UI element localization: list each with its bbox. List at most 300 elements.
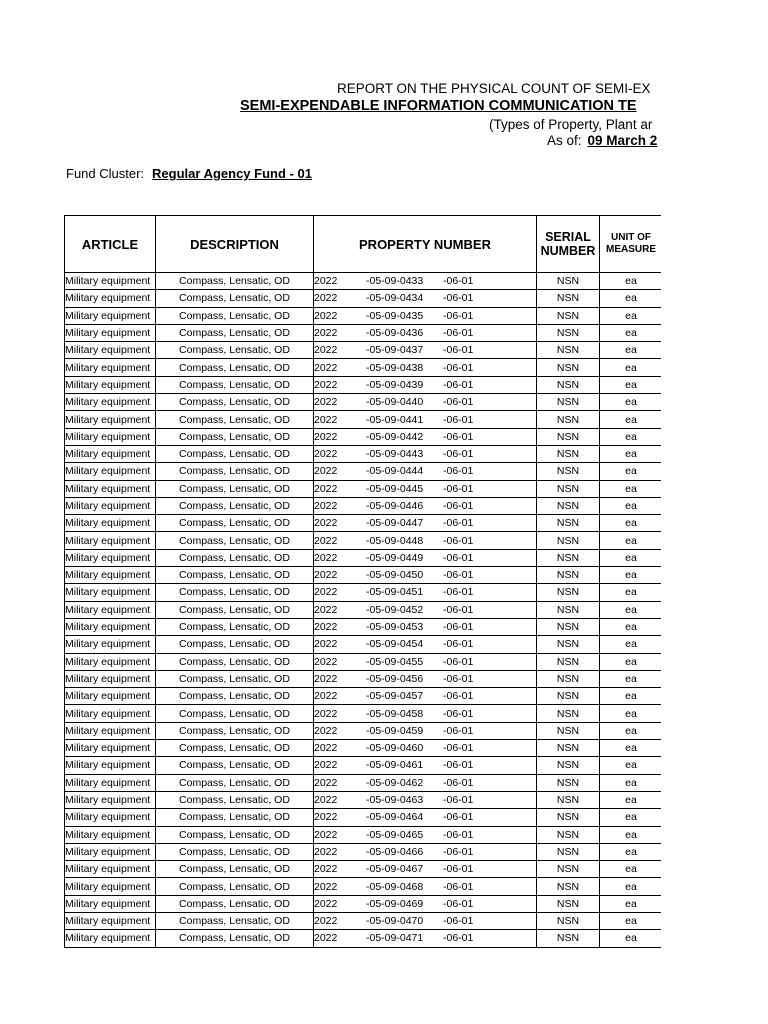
article-cell: Military equipment — [65, 670, 156, 687]
unit-of-measure-cell: ea — [600, 307, 662, 324]
as-of-line — [547, 133, 657, 148]
serial-number-cell: NSN — [537, 394, 600, 411]
description-cell: Compass, Lensatic, OD — [156, 930, 314, 947]
article-cell: Military equipment — [65, 688, 156, 705]
unit-of-measure-cell: ea — [600, 273, 662, 290]
table-row — [65, 290, 662, 307]
fund-cluster — [66, 166, 312, 181]
property-number-code: -05-09-0448 — [366, 534, 424, 547]
article-cell: Military equipment — [65, 324, 156, 341]
serial-number-cell: NSN — [537, 445, 600, 462]
table-row — [65, 791, 662, 808]
table-row — [65, 636, 662, 653]
unit-of-measure-cell: ea — [600, 653, 662, 670]
article-cell: Military equipment — [65, 411, 156, 428]
article-cell: Military equipment — [65, 705, 156, 722]
property-number-suffix: -06-01 — [443, 309, 474, 322]
table-row — [65, 324, 662, 341]
property-number-year: 2022 — [314, 759, 338, 772]
as-of-label: As of: — [547, 133, 582, 148]
property-number-code: -05-09-0460 — [366, 742, 424, 755]
property-number-code: -05-09-0435 — [366, 309, 424, 322]
table-row — [65, 584, 662, 601]
property-number-code: -05-09-0464 — [366, 811, 424, 824]
description-cell: Compass, Lensatic, OD — [156, 705, 314, 722]
property-number-year: 2022 — [314, 534, 338, 547]
property-number-suffix: -06-01 — [443, 275, 474, 288]
column-header-description: DESCRIPTION — [156, 216, 314, 273]
unit-header-line1: UNIT OF — [611, 232, 651, 243]
property-number-code: -05-09-0451 — [366, 586, 424, 599]
description-cell: Compass, Lensatic, OD — [156, 895, 314, 912]
table-row — [65, 445, 662, 462]
property-number-year: 2022 — [314, 897, 338, 910]
article-cell: Military equipment — [65, 774, 156, 791]
property-number-cell — [314, 307, 537, 324]
table-row — [65, 930, 662, 947]
property-number-year: 2022 — [314, 517, 338, 530]
property-number-code: -05-09-0452 — [366, 603, 424, 616]
description-cell: Compass, Lensatic, OD — [156, 515, 314, 532]
unit-header-line2: MEASURE — [605, 244, 656, 255]
property-number-suffix: -06-01 — [443, 794, 474, 807]
property-number-year: 2022 — [314, 932, 338, 945]
unit-of-measure-cell: ea — [600, 601, 662, 618]
table-row — [65, 480, 662, 497]
property-number-suffix: -06-01 — [443, 361, 474, 374]
article-cell: Military equipment — [65, 826, 156, 843]
serial-number-cell: NSN — [537, 843, 600, 860]
report-subtitle: SEMI-EXPENDABLE INFORMATION COMMUNICATION TE — [240, 98, 637, 114]
property-number-cell — [314, 861, 537, 878]
article-cell: Military equipment — [65, 359, 156, 376]
property-number-code: -05-09-0468 — [366, 880, 424, 893]
property-number-cell — [314, 515, 537, 532]
serial-number-cell: NSN — [537, 549, 600, 566]
property-number-cell — [314, 618, 537, 635]
property-number-suffix: -06-01 — [443, 828, 474, 841]
property-number-code: -05-09-0466 — [366, 845, 424, 858]
article-cell: Military equipment — [65, 653, 156, 670]
description-cell: Compass, Lensatic, OD — [156, 653, 314, 670]
serial-number-cell: NSN — [537, 878, 600, 895]
unit-of-measure-cell: ea — [600, 480, 662, 497]
unit-of-measure-cell: ea — [600, 515, 662, 532]
serial-number-cell: NSN — [537, 376, 600, 393]
article-cell: Military equipment — [65, 722, 156, 739]
property-number-year: 2022 — [314, 448, 338, 461]
table-body — [65, 273, 662, 948]
property-number-year: 2022 — [314, 482, 338, 495]
article-cell: Military equipment — [65, 445, 156, 462]
article-cell: Military equipment — [65, 549, 156, 566]
table-row — [65, 774, 662, 791]
description-cell: Compass, Lensatic, OD — [156, 290, 314, 307]
table-row — [65, 601, 662, 618]
article-cell: Military equipment — [65, 930, 156, 947]
property-number-code: -05-09-0438 — [366, 361, 424, 374]
table-row — [65, 307, 662, 324]
unit-of-measure-cell: ea — [600, 567, 662, 584]
description-cell: Compass, Lensatic, OD — [156, 463, 314, 480]
property-number-cell — [314, 376, 537, 393]
property-number-cell — [314, 740, 537, 757]
property-number-suffix: -06-01 — [443, 932, 474, 945]
unit-of-measure-cell: ea — [600, 740, 662, 757]
serial-number-cell: NSN — [537, 670, 600, 687]
property-number-suffix: -06-01 — [443, 482, 474, 495]
property-number-code: -05-09-0439 — [366, 378, 424, 391]
table-row — [65, 532, 662, 549]
serial-number-cell: NSN — [537, 809, 600, 826]
article-cell: Military equipment — [65, 567, 156, 584]
description-cell: Compass, Lensatic, OD — [156, 688, 314, 705]
property-number-suffix: -06-01 — [443, 776, 474, 789]
property-number-year: 2022 — [314, 863, 338, 876]
property-number-cell — [314, 670, 537, 687]
property-number-cell — [314, 480, 537, 497]
property-number-suffix: -06-01 — [443, 430, 474, 443]
description-cell: Compass, Lensatic, OD — [156, 480, 314, 497]
article-cell: Military equipment — [65, 878, 156, 895]
unit-of-measure-cell: ea — [600, 359, 662, 376]
description-cell: Compass, Lensatic, OD — [156, 307, 314, 324]
unit-of-measure-cell: ea — [600, 688, 662, 705]
property-number-code: -05-09-0444 — [366, 465, 424, 478]
table-row — [65, 273, 662, 290]
property-number-suffix: -06-01 — [443, 448, 474, 461]
table-row — [65, 757, 662, 774]
article-cell: Military equipment — [65, 861, 156, 878]
unit-of-measure-cell: ea — [600, 930, 662, 947]
serial-number-cell: NSN — [537, 636, 600, 653]
property-number-suffix: -06-01 — [443, 396, 474, 409]
property-number-year: 2022 — [314, 569, 338, 582]
article-cell: Military equipment — [65, 463, 156, 480]
description-cell: Compass, Lensatic, OD — [156, 394, 314, 411]
article-cell: Military equipment — [65, 532, 156, 549]
table-row — [65, 861, 662, 878]
property-number-code: -05-09-0453 — [366, 621, 424, 634]
unit-of-measure-cell: ea — [600, 912, 662, 929]
property-number-code: -05-09-0463 — [366, 794, 424, 807]
property-number-year: 2022 — [314, 344, 338, 357]
table-row — [65, 376, 662, 393]
serial-number-cell: NSN — [537, 653, 600, 670]
property-number-code: -05-09-0437 — [366, 344, 424, 357]
serial-number-cell: NSN — [537, 290, 600, 307]
unit-of-measure-cell: ea — [600, 394, 662, 411]
property-number-year: 2022 — [314, 500, 338, 512]
property-number-suffix: -06-01 — [443, 690, 474, 703]
table-row — [65, 618, 662, 635]
unit-of-measure-cell: ea — [600, 532, 662, 549]
property-number-year: 2022 — [314, 603, 338, 616]
property-number-code: -05-09-0450 — [366, 569, 424, 582]
unit-of-measure-cell: ea — [600, 290, 662, 307]
property-number-code: -05-09-0441 — [366, 413, 424, 426]
serial-number-cell: NSN — [537, 324, 600, 341]
property-number-code: -05-09-0459 — [366, 724, 424, 737]
unit-of-measure-cell: ea — [600, 411, 662, 428]
table-row — [65, 705, 662, 722]
description-cell: Compass, Lensatic, OD — [156, 445, 314, 462]
serial-number-cell: NSN — [537, 705, 600, 722]
description-cell: Compass, Lensatic, OD — [156, 428, 314, 445]
table-header-row — [65, 216, 662, 273]
property-number-suffix: -06-01 — [443, 897, 474, 910]
report-header — [0, 0, 768, 160]
serial-number-cell: NSN — [537, 774, 600, 791]
table-row — [65, 826, 662, 843]
property-number-code: -05-09-0436 — [366, 327, 424, 340]
description-cell: Compass, Lensatic, OD — [156, 757, 314, 774]
description-cell: Compass, Lensatic, OD — [156, 411, 314, 428]
unit-of-measure-cell: ea — [600, 584, 662, 601]
property-number-suffix: -06-01 — [443, 638, 474, 651]
description-cell: Compass, Lensatic, OD — [156, 809, 314, 826]
property-number-cell — [314, 653, 537, 670]
property-number-year: 2022 — [314, 361, 338, 374]
unit-of-measure-cell: ea — [600, 324, 662, 341]
property-number-year: 2022 — [314, 776, 338, 789]
unit-of-measure-cell: ea — [600, 636, 662, 653]
serial-number-cell: NSN — [537, 740, 600, 757]
article-cell: Military equipment — [65, 428, 156, 445]
property-number-suffix: -06-01 — [443, 586, 474, 599]
unit-of-measure-cell: ea — [600, 342, 662, 359]
property-number-suffix: -06-01 — [443, 811, 474, 824]
description-cell: Compass, Lensatic, OD — [156, 324, 314, 341]
article-cell: Military equipment — [65, 601, 156, 618]
serial-number-cell: NSN — [537, 515, 600, 532]
property-number-year: 2022 — [314, 672, 338, 685]
property-number-code: -05-09-0462 — [366, 776, 424, 789]
property-number-suffix: -06-01 — [443, 672, 474, 685]
article-cell: Military equipment — [65, 809, 156, 826]
table-row — [65, 740, 662, 757]
unit-of-measure-cell: ea — [600, 774, 662, 791]
table-row — [65, 895, 662, 912]
property-number-cell — [314, 463, 537, 480]
property-number-year: 2022 — [314, 638, 338, 651]
property-number-year: 2022 — [314, 707, 338, 720]
description-cell: Compass, Lensatic, OD — [156, 826, 314, 843]
property-number-code: -05-09-0465 — [366, 828, 424, 841]
property-number-cell — [314, 549, 537, 566]
serial-number-cell: NSN — [537, 618, 600, 635]
property-number-cell — [314, 636, 537, 653]
description-cell: Compass, Lensatic, OD — [156, 618, 314, 635]
property-number-suffix: -06-01 — [443, 603, 474, 616]
description-cell: Compass, Lensatic, OD — [156, 912, 314, 929]
serial-number-cell: NSN — [537, 757, 600, 774]
property-number-suffix: -06-01 — [443, 759, 474, 772]
description-cell: Compass, Lensatic, OD — [156, 843, 314, 860]
property-number-cell — [314, 290, 537, 307]
property-number-code: -05-09-0446 — [366, 500, 424, 512]
description-cell: Compass, Lensatic, OD — [156, 774, 314, 791]
property-number-cell — [314, 791, 537, 808]
serial-number-cell: NSN — [537, 359, 600, 376]
table-row — [65, 463, 662, 480]
property-number-suffix: -06-01 — [443, 500, 474, 512]
property-number-cell — [314, 688, 537, 705]
property-number-year: 2022 — [314, 742, 338, 755]
property-number-code: -05-09-0442 — [366, 430, 424, 443]
description-cell: Compass, Lensatic, OD — [156, 791, 314, 808]
property-number-suffix: -06-01 — [443, 863, 474, 876]
as-of-date: 09 March 2 — [587, 133, 658, 148]
unit-of-measure-cell: ea — [600, 670, 662, 687]
fund-cluster-value: Regular Agency Fund - 01 — [152, 166, 312, 181]
table-row — [65, 843, 662, 860]
property-number-suffix: -06-01 — [443, 915, 474, 928]
property-number-cell — [314, 878, 537, 895]
serial-number-cell: NSN — [537, 497, 600, 514]
property-number-suffix: -06-01 — [443, 327, 474, 340]
property-number-suffix: -06-01 — [443, 845, 474, 858]
table-row — [65, 411, 662, 428]
unit-of-measure-cell: ea — [600, 376, 662, 393]
property-number-year: 2022 — [314, 378, 338, 391]
table-row — [65, 688, 662, 705]
description-cell: Compass, Lensatic, OD — [156, 342, 314, 359]
unit-of-measure-cell: ea — [600, 618, 662, 635]
property-number-year: 2022 — [314, 828, 338, 841]
article-cell: Military equipment — [65, 791, 156, 808]
table-row — [65, 515, 662, 532]
unit-of-measure-cell: ea — [600, 826, 662, 843]
serial-number-cell: NSN — [537, 895, 600, 912]
property-number-code: -05-09-0456 — [366, 672, 424, 685]
serial-number-cell: NSN — [537, 930, 600, 947]
property-number-year: 2022 — [314, 396, 338, 409]
table-row — [65, 394, 662, 411]
serial-number-cell: NSN — [537, 688, 600, 705]
property-number-code: -05-09-0470 — [366, 915, 424, 928]
serial-number-cell: NSN — [537, 411, 600, 428]
description-cell: Compass, Lensatic, OD — [156, 376, 314, 393]
article-cell: Military equipment — [65, 307, 156, 324]
property-number-code: -05-09-0449 — [366, 551, 424, 564]
serial-number-cell: NSN — [537, 791, 600, 808]
property-number-suffix: -06-01 — [443, 534, 474, 547]
description-cell: Compass, Lensatic, OD — [156, 636, 314, 653]
property-number-year: 2022 — [314, 915, 338, 928]
property-number-suffix: -06-01 — [443, 880, 474, 893]
property-number-cell — [314, 428, 537, 445]
table-row — [65, 359, 662, 376]
serial-number-cell: NSN — [537, 861, 600, 878]
description-cell: Compass, Lensatic, OD — [156, 861, 314, 878]
property-number-suffix: -06-01 — [443, 465, 474, 478]
property-number-suffix: -06-01 — [443, 742, 474, 755]
table-row — [65, 428, 662, 445]
property-number-suffix: -06-01 — [443, 344, 474, 357]
property-number-year: 2022 — [314, 292, 338, 305]
unit-of-measure-cell: ea — [600, 878, 662, 895]
property-number-year: 2022 — [314, 621, 338, 634]
property-number-suffix: -06-01 — [443, 724, 474, 737]
property-number-year: 2022 — [314, 880, 338, 893]
property-number-cell — [314, 342, 537, 359]
description-cell: Compass, Lensatic, OD — [156, 273, 314, 290]
property-number-year: 2022 — [314, 551, 338, 564]
property-number-code: -05-09-0447 — [366, 517, 424, 530]
article-cell: Military equipment — [65, 618, 156, 635]
property-types-note: (Types of Property, Plant ar — [489, 117, 653, 132]
inventory-table-container — [64, 215, 661, 955]
article-cell: Military equipment — [65, 376, 156, 393]
property-number-code: -05-09-0467 — [366, 863, 424, 876]
serial-number-cell: NSN — [537, 307, 600, 324]
property-number-code: -05-09-0457 — [366, 690, 424, 703]
report-title: REPORT ON THE PHYSICAL COUNT OF SEMI-EX — [337, 81, 651, 96]
table-row — [65, 549, 662, 566]
property-number-suffix: -06-01 — [443, 413, 474, 426]
property-number-suffix: -06-01 — [443, 655, 474, 668]
property-number-cell — [314, 705, 537, 722]
table-row — [65, 653, 662, 670]
table-row — [65, 722, 662, 739]
property-number-year: 2022 — [314, 655, 338, 668]
article-cell: Military equipment — [65, 515, 156, 532]
description-cell: Compass, Lensatic, OD — [156, 567, 314, 584]
property-number-cell — [314, 912, 537, 929]
table-row — [65, 912, 662, 929]
unit-of-measure-cell: ea — [600, 428, 662, 445]
article-cell: Military equipment — [65, 757, 156, 774]
article-cell: Military equipment — [65, 497, 156, 514]
property-number-cell — [314, 497, 537, 514]
serial-number-cell: NSN — [537, 722, 600, 739]
serial-number-cell: NSN — [537, 463, 600, 480]
unit-of-measure-cell: ea — [600, 497, 662, 514]
unit-of-measure-cell: ea — [600, 843, 662, 860]
description-cell: Compass, Lensatic, OD — [156, 359, 314, 376]
table-row — [65, 809, 662, 826]
property-number-year: 2022 — [314, 327, 338, 340]
article-cell: Military equipment — [65, 584, 156, 601]
article-cell: Military equipment — [65, 480, 156, 497]
property-number-cell — [314, 757, 537, 774]
property-number-cell — [314, 895, 537, 912]
serial-number-cell: NSN — [537, 273, 600, 290]
description-cell: Compass, Lensatic, OD — [156, 532, 314, 549]
serial-number-cell: NSN — [537, 601, 600, 618]
description-cell: Compass, Lensatic, OD — [156, 722, 314, 739]
serial-number-cell: NSN — [537, 342, 600, 359]
property-number-cell — [314, 826, 537, 843]
property-number-code: -05-09-0434 — [366, 292, 424, 305]
property-number-cell — [314, 722, 537, 739]
description-cell: Compass, Lensatic, OD — [156, 497, 314, 514]
property-number-year: 2022 — [314, 413, 338, 426]
article-cell: Military equipment — [65, 273, 156, 290]
article-cell: Military equipment — [65, 843, 156, 860]
property-number-suffix: -06-01 — [443, 707, 474, 720]
property-number-code: -05-09-0445 — [366, 482, 424, 495]
description-cell: Compass, Lensatic, OD — [156, 670, 314, 687]
property-number-year: 2022 — [314, 845, 338, 858]
property-number-cell — [314, 359, 537, 376]
serial-number-cell: NSN — [537, 480, 600, 497]
property-number-year: 2022 — [314, 690, 338, 703]
property-number-code: -05-09-0443 — [366, 448, 424, 461]
unit-of-measure-cell: ea — [600, 549, 662, 566]
property-number-cell — [314, 584, 537, 601]
